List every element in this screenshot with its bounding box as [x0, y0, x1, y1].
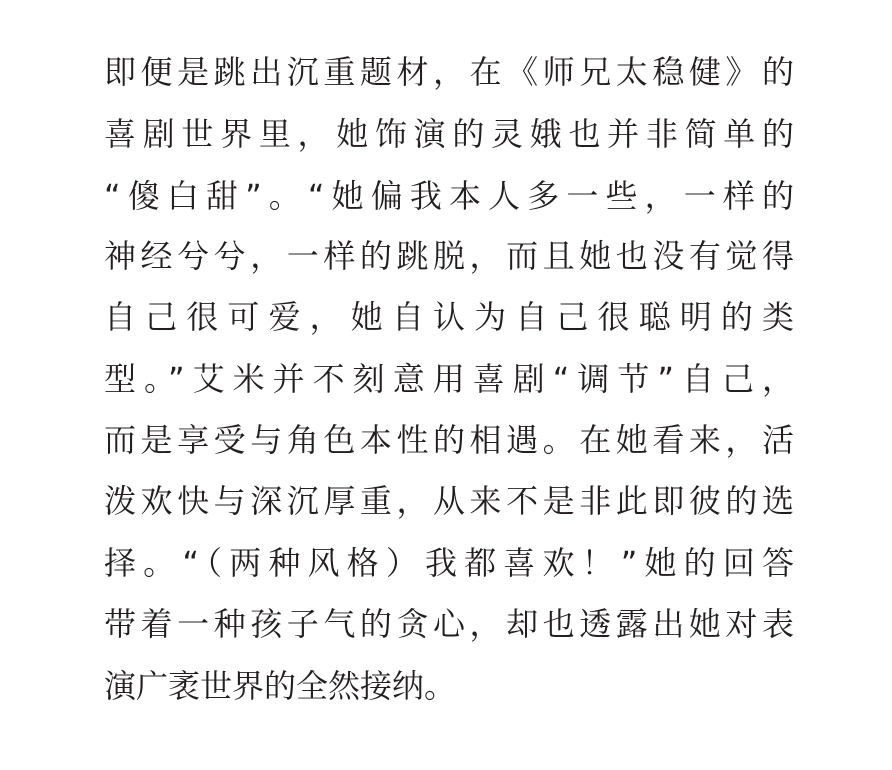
paragraph-line: 泼欢快与深沉厚重，从来不是非此即彼的选 [104, 482, 794, 520]
paragraph-line: 择。“（两种风格）我都喜欢！”她的回答 [104, 544, 794, 582]
paragraph-line: “傻白甜”。“她偏我本人多一些，一样的 [104, 177, 794, 215]
paragraph-line: 即便是跳出沉重题材，在《师兄太稳健》的 [104, 53, 794, 91]
paragraph-line: 带着一种孩子气的贪心，却也透露出她对表 [104, 605, 794, 643]
paragraph-line: 演广袤世界的全然接纳。 [104, 667, 457, 705]
paragraph-line: 喜剧世界里，她饰演的灵娥也并非简单的 [104, 115, 794, 153]
paragraph-line: 神经兮兮，一样的跳脱，而且她也没有觉得 [104, 237, 794, 275]
paragraph-line: 而是享受与角色本性的相遇。在她看来，活 [104, 421, 794, 459]
paragraph-line: 自己很可爱，她自认为自己很聪明的类 [104, 298, 794, 336]
paragraph-line: 型。”艾米并不刻意用喜剧“调节”自己， [104, 360, 794, 398]
